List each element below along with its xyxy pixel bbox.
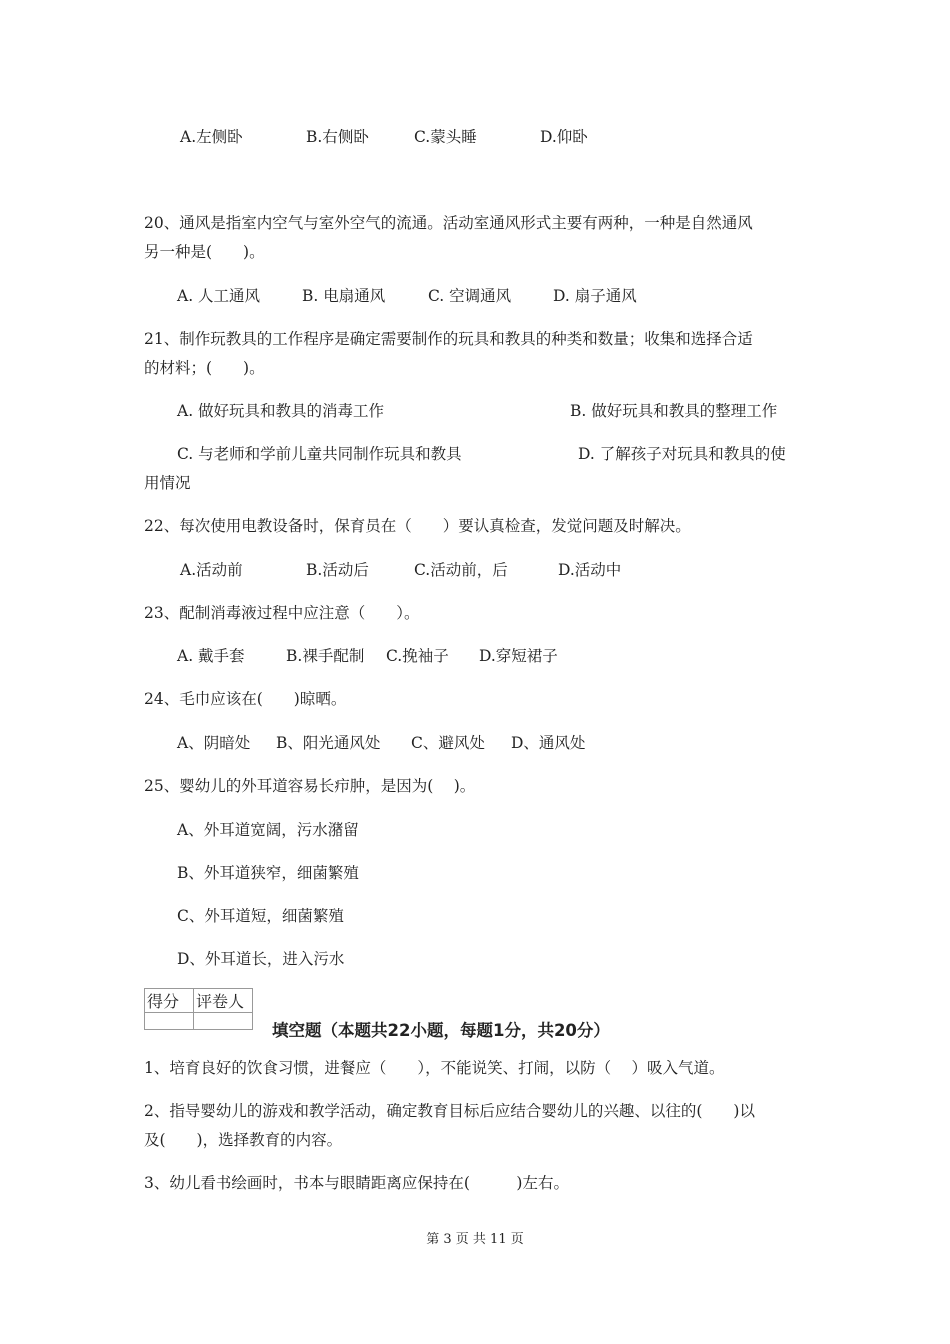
q20-option-a: A. 人工通风	[177, 287, 261, 305]
q22-option-a: A.活动前	[180, 561, 243, 579]
q25-option-d: D、外耳道长，进入污水	[177, 950, 345, 968]
q21-stem-line1: 21、制作玩教具的工作程序是确定需要制作的玩具和教具的种类和数量；收集和选择合适	[144, 330, 753, 348]
q21-option-d-continued: 用情况	[144, 474, 191, 492]
q21-stem-line2: 的材料；( )。	[144, 359, 265, 377]
q25-option-c: C、外耳道短，细菌繁殖	[177, 907, 344, 925]
fill-question-1: 1、培育良好的饮食习惯，进餐应（ ），不能说笑、打闹，以防（ ）吸入气道。	[144, 1059, 725, 1077]
q23-option-d: D.穿短裙子	[479, 647, 558, 665]
q19-option-d: D.仰卧	[540, 128, 588, 146]
q20-stem-line2: 另一种是( )。	[144, 243, 265, 261]
q20-option-c: C. 空调通风	[428, 287, 512, 305]
q21-option-c: C. 与老师和学前儿童共同制作玩具和教具	[177, 445, 462, 463]
q22-stem: 22、每次使用电教设备时，保育员在（ ）要认真检查，发觉问题及时解决。	[144, 517, 691, 535]
q25-option-a: A、外耳道宽阔，污水潴留	[177, 821, 359, 839]
q24-option-d: D、通风处	[511, 734, 586, 752]
q23-option-b: B.裸手配制	[286, 647, 365, 665]
q21-option-d: D. 了解孩子对玩具和教具的使	[578, 445, 786, 463]
fill-question-2-line2: 及( )，选择教育的内容。	[144, 1131, 343, 1149]
grader-cell	[194, 1013, 253, 1030]
q24-stem: 24、毛巾应该在( )晾晒。	[144, 690, 347, 708]
q21-option-a: A. 做好玩具和教具的消毒工作	[177, 402, 385, 420]
q22-option-b: B.活动后	[306, 561, 369, 579]
q24-option-a: A、阴暗处	[177, 734, 251, 752]
section-title: 填空题（本题共22小题，每题1分，共20分）	[272, 1021, 610, 1040]
score-cell	[145, 1013, 194, 1030]
fill-question-2-line1: 2、指导婴幼儿的游戏和教学活动，确定教育目标后应结合婴幼儿的兴趣、以往的( )以	[144, 1102, 755, 1120]
score-table	[144, 988, 253, 1030]
q19-option-b: B.右侧卧	[306, 128, 369, 146]
score-label: 得分	[145, 989, 194, 1013]
q21-option-b: B. 做好玩具和教具的整理工作	[570, 402, 778, 420]
page-footer: 第 3 页 共 11 页	[426, 1232, 524, 1247]
q23-option-a: A. 戴手套	[177, 647, 245, 665]
q19-option-a: A.左侧卧	[180, 128, 243, 146]
fill-question-3: 3、幼儿看书绘画时，书本与眼睛距离应保持在( )左右。	[144, 1174, 569, 1192]
grader-label: 评卷人	[194, 989, 253, 1013]
q23-option-c: C.挽袖子	[386, 647, 449, 665]
q24-option-b: B、阳光通风处	[276, 734, 381, 752]
q25-stem: 25、婴幼儿的外耳道容易长疖肿，是因为( )。	[144, 777, 476, 795]
q22-option-d: D.活动中	[558, 561, 622, 579]
q24-option-c: C、避风处	[411, 734, 485, 752]
q25-option-b: B、外耳道狭窄，细菌繁殖	[177, 864, 359, 882]
q20-option-b: B. 电扇通风	[302, 287, 386, 305]
q19-option-c: C.蒙头睡	[414, 128, 477, 146]
q20-option-d: D. 扇子通风	[553, 287, 637, 305]
q23-stem: 23、配制消毒液过程中应注意（ ）。	[144, 604, 420, 622]
q20-stem-line1: 20、通风是指室内空气与室外空气的流通。活动室通风形式主要有两种，一种是自然通风	[144, 214, 753, 232]
q22-option-c: C.活动前，后	[414, 561, 508, 579]
